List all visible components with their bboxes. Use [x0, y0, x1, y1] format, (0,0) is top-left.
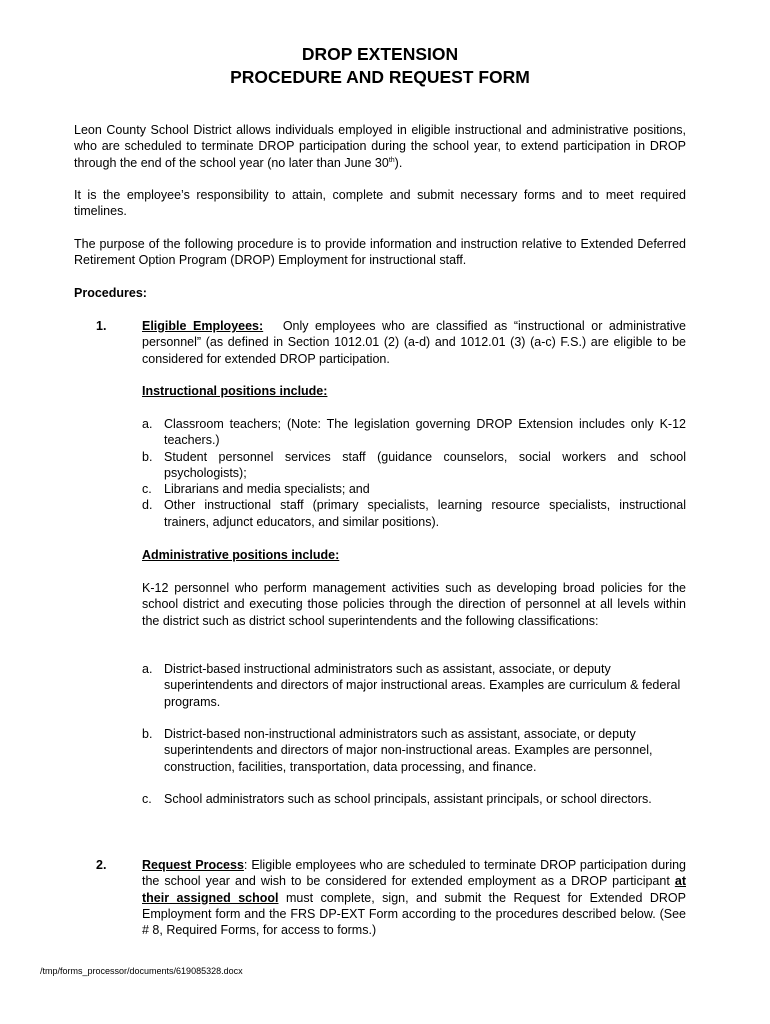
administrative-positions-list: [142, 661, 686, 824]
list-item: [142, 726, 686, 775]
list-marker: c.: [142, 482, 152, 497]
document-title-line-2: PROCEDURE AND REQUEST FORM: [230, 67, 530, 87]
list-item: [142, 481, 686, 497]
list-item: [142, 416, 686, 449]
intro-paragraph-1: [74, 122, 686, 171]
intro-p1-superscript: th: [388, 156, 395, 164]
list-marker: a.: [142, 662, 153, 676]
footer-file-path: /tmp/forms_processor/documents/619085328.docx: [40, 966, 243, 976]
instructional-positions-list: [142, 416, 686, 530]
list-item: [142, 449, 686, 482]
intro-paragraph-2: It is the employee’s responsibility to attain, complete and submit necessary forms and to meet required timelines.: [74, 188, 686, 219]
request-process-text-a: Eligible employees who are scheduled to terminate DROP participation during the school year and wish to be considered for extended employment as a DROP participant: [142, 858, 686, 889]
request-process-heading: Request Process: [142, 858, 244, 872]
list-item-text: Other instructional staff (primary specialists, learning resource specialists, instructional trainers, adjunct educators, and similar positions).: [164, 498, 686, 529]
item-1-number: 1.: [96, 319, 107, 333]
intro-p1-text: Leon County School District allows individuals employed in eligible instructional and administrative positions, who are scheduled to terminate DROP participation during the school year, to extend participation in DROP through the end of the school year (no later than June 30: [74, 123, 686, 170]
list-marker: c.: [142, 792, 152, 807]
document-title-line-1: DROP EXTENSION: [301, 44, 459, 64]
list-marker: a.: [142, 417, 153, 431]
instructional-positions-heading: Instructional positions include:: [142, 384, 328, 398]
list-item-text: District-based non-instructional administrators such as assistant, associate, or deputy superintendents and directors of major non-instructional areas. Examples are personnel, construction, facilities, transportation, data processing, and finance.: [164, 727, 653, 774]
administrative-positions-heading: Administrative positions include:: [142, 548, 340, 562]
request-process-emphasis: at their assigned school: [142, 874, 686, 905]
list-item-text: School administrators such as school principals, assistant principals, or school directors.: [164, 792, 652, 807]
request-process-text-b: must complete, sign, and submit the Request for Extended DROP Employment form and the FRS DP-EXT Form according to the procedures described below. (See # 8, Required Forms, for access to forms.): [142, 890, 686, 938]
list-marker: b.: [142, 727, 153, 742]
administrative-positions-text: K-12 personnel who perform management activities such as developing broad policies for the school district and executing those policies through the direction of personnel at all levels within the district such as district school superintendents and the following classifications:: [142, 581, 686, 628]
request-process-colon: :: [243, 858, 248, 872]
list-item-text: District-based instructional administrators such as assistant, associate, or deputy superintendents and directors of major instructional areas. Examples are curriculum & federal programs.: [164, 662, 681, 709]
list-item-text: Librarians and media specialists; and: [164, 482, 370, 497]
intro-paragraph-3: The purpose of the following procedure is to provide information and instruction relative to Extended Deferred Retirement Option Program (DROP) Employment for instructional staff.: [74, 237, 686, 268]
eligible-employees-heading: Eligible Employees:: [142, 319, 264, 333]
intro-p1-end: ).: [394, 155, 403, 170]
list-item: [142, 791, 686, 807]
list-marker: b.: [142, 449, 153, 464]
procedures-heading: Procedures:: [74, 286, 147, 300]
item-2-number: 2.: [96, 858, 107, 872]
list-item-text: Classroom teachers; (Note: The legislation governing DROP Extension includes only K-12 teachers.): [164, 417, 686, 448]
item-2-paragraph: [142, 857, 686, 938]
list-item: [142, 497, 686, 530]
list-item: [142, 661, 686, 710]
item-1-paragraph: [142, 318, 686, 367]
eligible-employees-text: Only employees who are classified as “instructional or administrative personnel” (as defined in Section 1012.01 (2) (a-d) and 1012.01 (3) (a-c) F.S.) are eligible to be considered for extended DROP participation.: [142, 319, 687, 366]
list-item-text: Student personnel services staff (guidance counselors, social workers and school psychologists);: [164, 449, 686, 480]
list-marker: d.: [142, 498, 153, 513]
